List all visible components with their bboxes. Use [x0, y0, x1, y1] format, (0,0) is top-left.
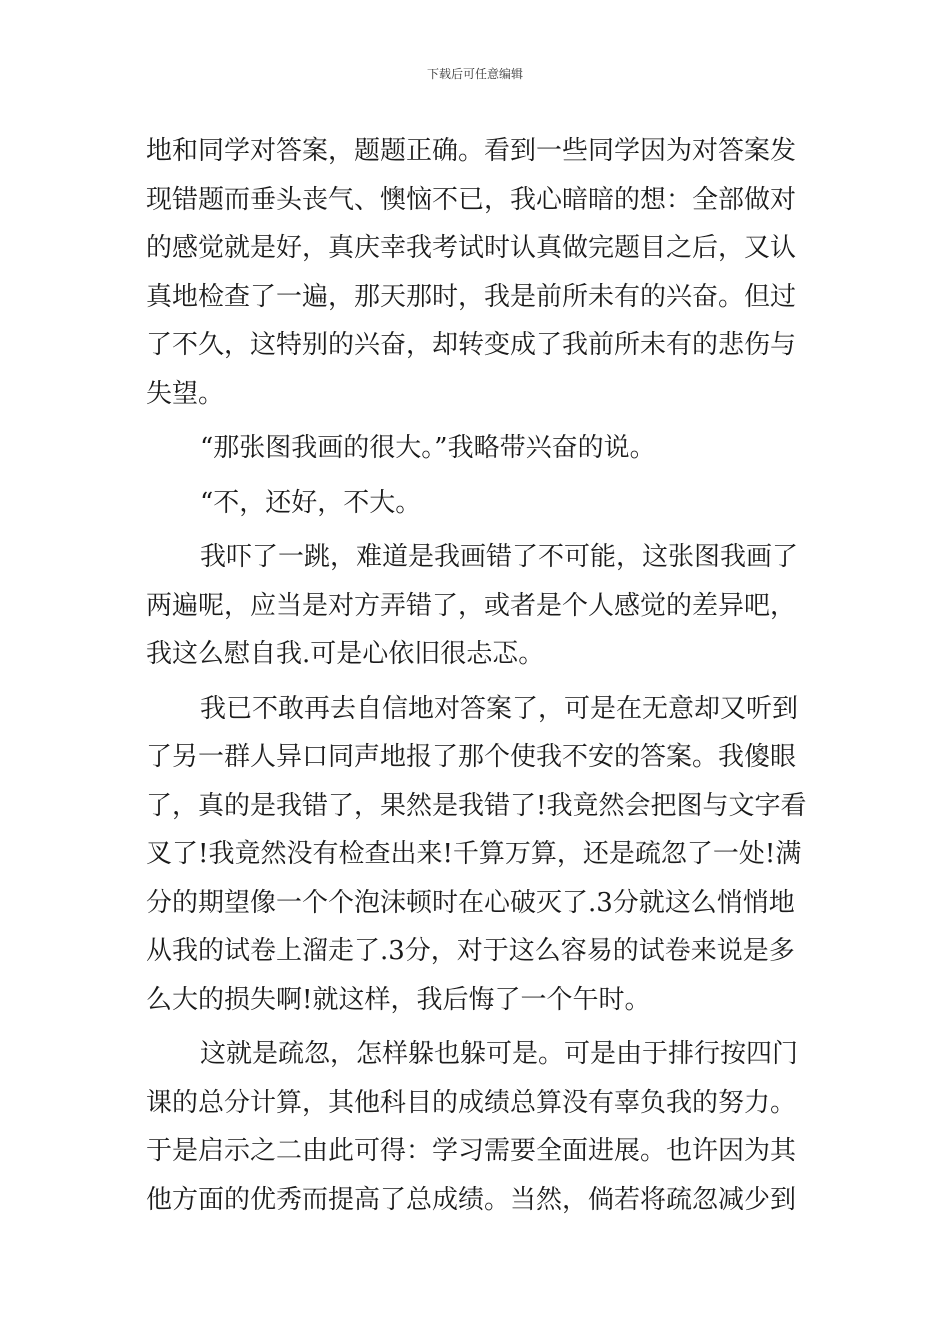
text-line: 么大的损失啊!就这样，我后悔了一个午时。 [146, 984, 651, 1015]
text-line: 我吓了一跳，难道是我画错了不可能，这张图我画了 [200, 542, 799, 572]
text-line: 地和同学对答案，题题正确。看到一些同学因为对答案发 [146, 136, 797, 166]
text-line: 从我的试卷上溜走了.3分，对于这么容易的试卷来说是多 [146, 936, 795, 966]
text-line: 了不久，这特别的兴奋，却转变成了我前所未有的悲伤与 [146, 330, 797, 360]
paragraph-2 [146, 424, 810, 473]
text-line: 现错题而垂头丧气、懊恼不已，我心暗暗的想：全部做对 [146, 184, 797, 215]
paragraph-6 [146, 1030, 810, 1224]
text-line: “不，还好，不大。 [200, 487, 422, 518]
text-line: 于是启示之二由此可得：学习需要全面进展。也许因为其 [146, 1136, 797, 1166]
text-line: 分的期望像一个个泡沫顿时在心破灭了.3分就这么悄悄地 [146, 887, 795, 918]
page-header: 下载后可任意编辑 [426, 67, 523, 81]
text-line: 两遍呢，应当是对方弄错了，或者是个人感觉的差异吧， [146, 590, 797, 621]
text-line: 这就是疏忽，怎样躲也躲可是。可是由于排行按四门 [200, 1039, 799, 1069]
text-line: 我这么慰自我.可是心依旧很忐忑。 [146, 639, 545, 669]
paragraph-5 [146, 685, 810, 1025]
text-line: 的感觉就是好，真庆幸我考试时认真做完题目之后，又认 [146, 233, 797, 263]
text-line: 失望。 [146, 378, 225, 409]
text-line: 我已不敢再去自信地对答案了，可是在无意却又听到 [200, 693, 799, 724]
text-line: 了，真的是我错了，果然是我错了!我竟然会把图与文字看 [146, 790, 807, 821]
text-line: 叉了!我竟然没有检查出来!千算万算，还是疏忽了一处!满 [146, 839, 802, 869]
paragraph-4 [146, 533, 810, 679]
body-text [146, 127, 810, 1224]
text-line: 课的总分计算，其他科目的成绩总算没有辜负我的努力。 [146, 1087, 797, 1118]
paragraph-1 [146, 127, 810, 418]
text-line: 真地检查了一遍，那天那时，我是前所未有的兴奋。但过 [146, 281, 797, 312]
paragraph-3 [146, 479, 810, 528]
text-line: 他方面的优秀而提高了总成绩。当然，倘若将疏忽减少到 [146, 1184, 797, 1215]
text-line: “那张图我画的很大。”我略带兴奋的说。 [200, 433, 656, 463]
text-line: 了另一群人异口同声地报了那个使我不安的答案。我傻眼 [146, 742, 797, 772]
